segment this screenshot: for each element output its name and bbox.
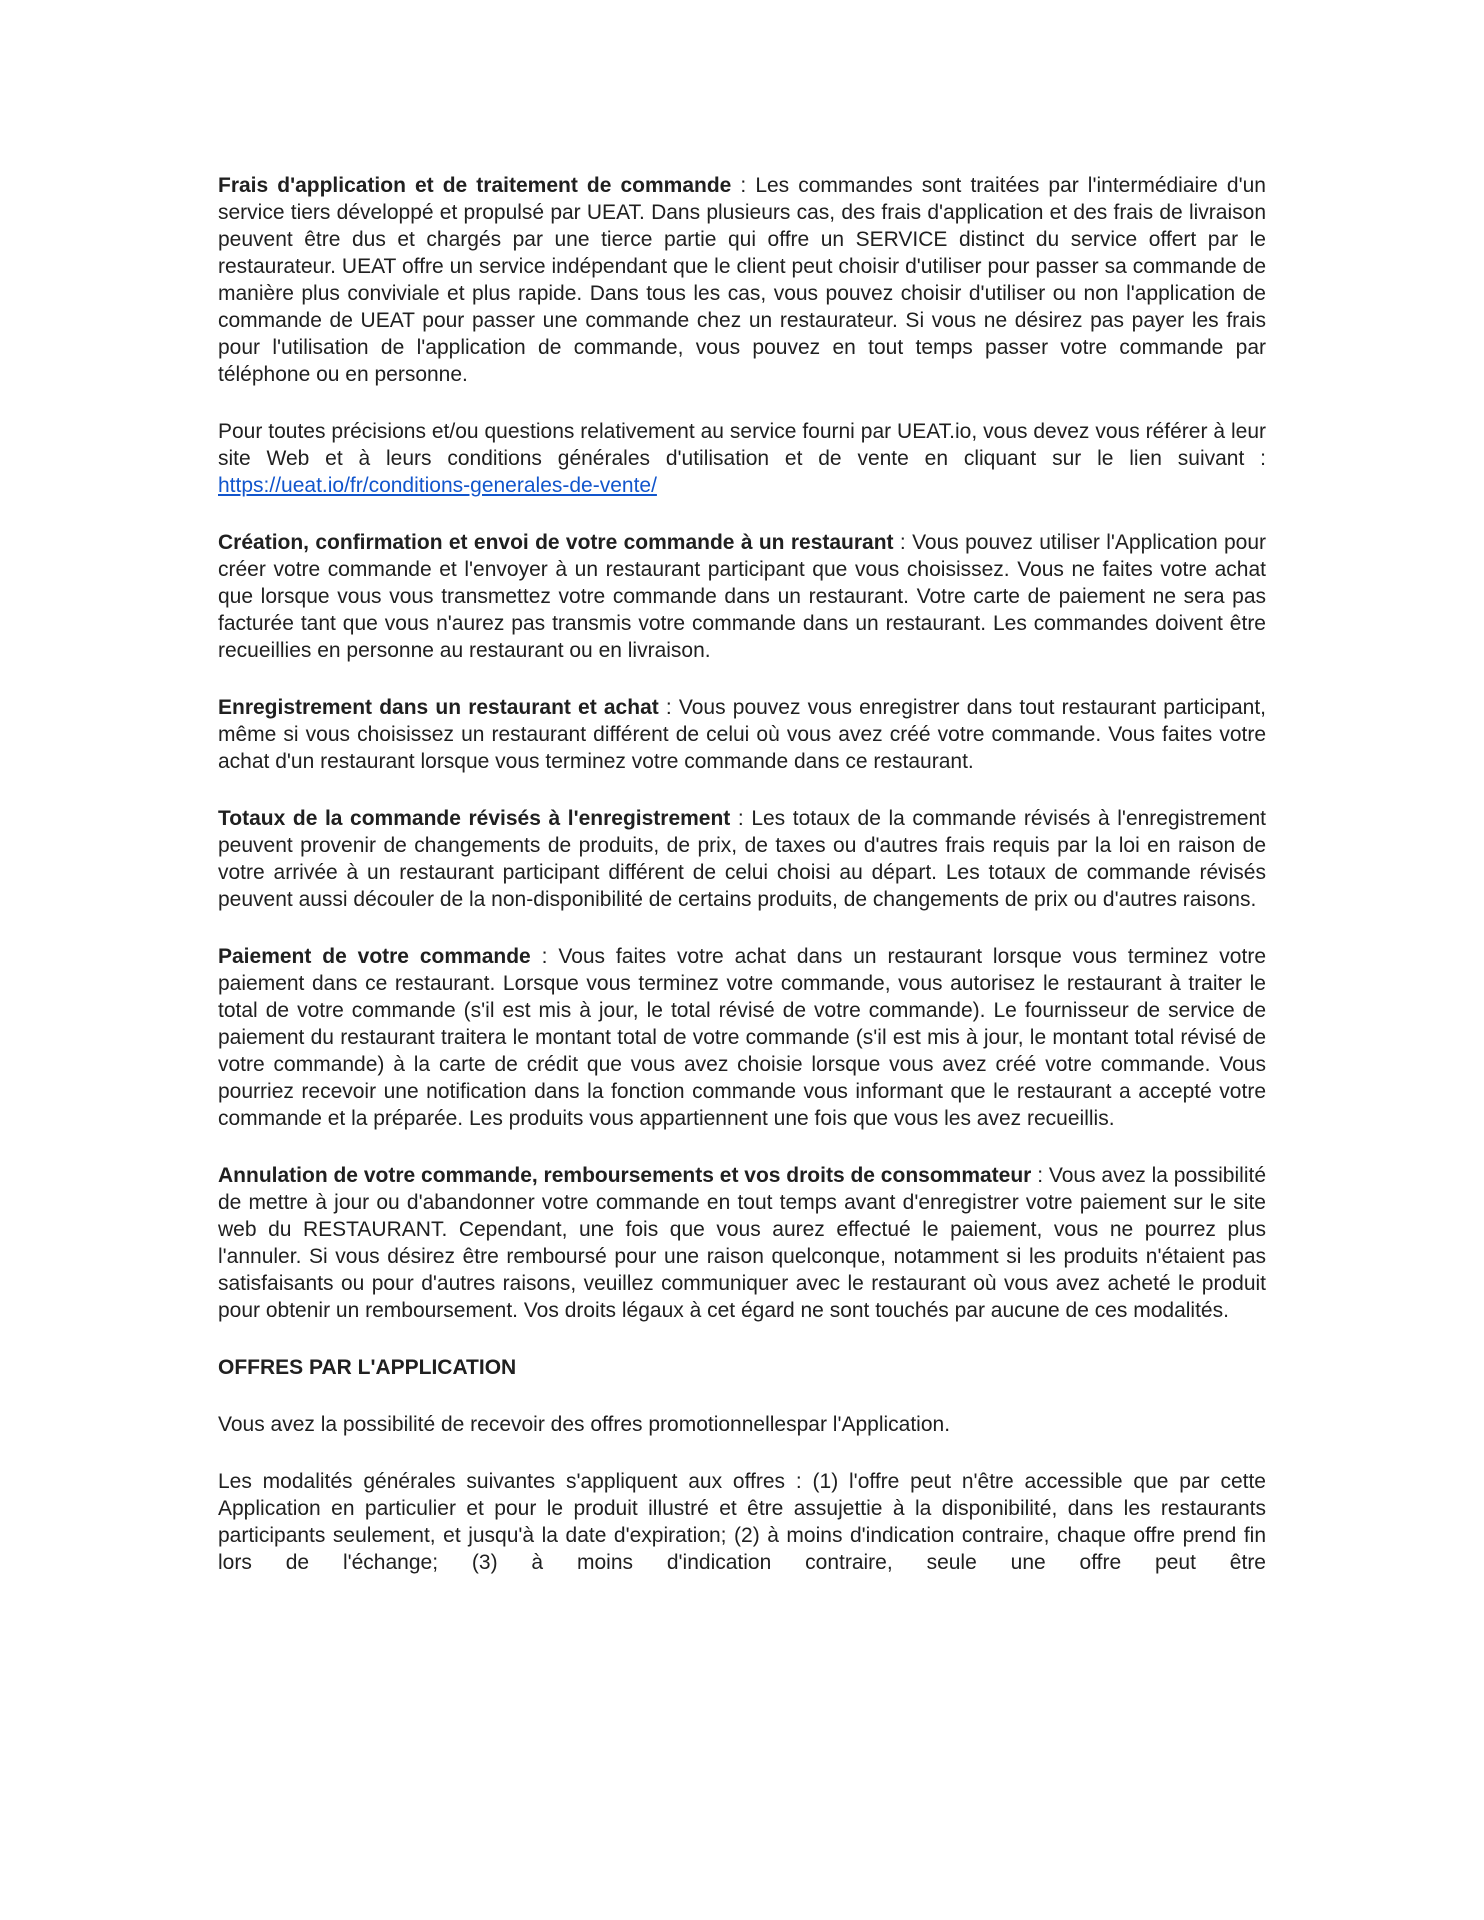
paragraph [218,1468,1266,1576]
paragraph-text: Les modalités générales suivantes s'appliquent aux offres : (1) l'offre peut n'être accessible que par cette Application en particulier et pour le produit illustré et être assujettie à la disponibilité, dans les restaurants participants seulement, et jusqu'à la date d'expiration; (2) à moins d'indication contraire, chaque offre prend fin lors de l'échange; (3) à moins d'indication contraire, seule une offre peut être [218,1470,1266,1574]
paragraph-text: : Les totaux de la commande révisés à l'enregistrement peuvent provenir de changements de produits, de prix, de taxes ou d'autres frais requis par la loi en raison de votre arrivée à un restaurant participant différent de celui choisi au départ. Les totaux de commande révisés peuvent aussi découler de la non-disponibilité de certains produits, de changements de prix ou d'autres raisons. [218,807,1267,911]
paragraph-text: : Vous avez la possibilité de mettre à jour ou d'abandonner votre commande en tout temps avant d'enregistrer votre paiement sur le site web du RESTAURANT. Cependant, une fois que vous aurez effectué le paiement, vous ne pourrez plus l'annuler. Si vous désirez être remboursé pour une raison quelconque, notamment si les produits n'étaient pas satisfaisants ou pour d'autres raisons, veuillez communiquer avec le restaurant où vous avez acheté le produit pour obtenir un remboursement. Vos droits légaux à cet égard ne sont touchés par aucune de ces modalités. [218,1164,1266,1322]
section-heading [218,1354,1266,1381]
paragraph [218,529,1266,664]
paragraph-text: : Vous faites votre achat dans un restaurant lorsque vous terminez votre paiement dans ce restaurant. Lorsque vous terminez votre commande, vous autorisez le restaurant à traiter le total de votre commande (s'il est mis à jour, le total révisé de votre commande). Le fournisseur de service de paiement du restaurant traitera le montant total de votre commande (s'il est mis à jour, le montant total révisé de votre commande) à la carte de crédit que vous avez choisie lorsque vous avez créé votre commande. Vous pourriez recevoir une notification dans la fonction commande vous informant que le restaurant a accepté votre commande et la préparée. Les produits vous appartiennent une fois que vous les avez recueillis. [218,945,1266,1130]
paragraph [218,694,1266,775]
paragraph [218,172,1266,388]
paragraph-lead-bold: Paiement de votre commande [218,945,531,968]
paragraph [218,418,1266,499]
paragraph-text: : Vous pouvez utiliser l'Application pour créer votre commande et l'envoyer à un restaurant participant que vous choisissez. Vous ne faites votre achat que lorsque vous vous transmettez votre commande dans un restaurant. Votre carte de paiement ne sera pas facturée tant que vous n'aurez pas transmis votre commande dans un restaurant. Les commandes doivent être recueillies en personne au restaurant ou en livraison. [218,531,1266,662]
paragraph-text: : Les commandes sont traitées par l'intermédiaire d'un service tiers développé et propulsé par UEAT. Dans plusieurs cas, des frais d'application et des frais de livraison peuvent être dus et chargés par une tierce partie qui offre un SERVICE distinct du service offert par le restaurateur. UEAT offre un service indépendant que le client peut choisir d'utiliser pour passer sa commande de manière plus conviviale et plus rapide. Dans tous les cas, vous pouvez choisir d'utiliser ou non l'application de commande de UEAT pour passer une commande chez un restaurateur. Si vous ne désirez pas payer les frais pour l'utilisation de l'application de commande, vous pouvez en tout temps passer votre commande par téléphone ou en personne. [218,174,1266,386]
paragraph-text: Vous avez la possibilité de recevoir des offres promotionnellespar l'Application. [218,1413,951,1436]
paragraph [218,1162,1266,1324]
paragraph-lead-bold: Totaux de la commande révisés à l'enregistrement [218,807,731,830]
paragraph-lead-bold: Annulation de votre commande, remboursements et vos droits de consommateur [218,1164,1032,1187]
paragraph [218,943,1266,1132]
document-content [218,172,1266,1576]
terms-link[interactable]: https://ueat.io/fr/conditions-generales-de-vente/ [218,474,657,497]
paragraph-lead-bold: Création, confirmation et envoi de votre commande à un restaurant [218,531,894,554]
paragraph-text: OFFRES PAR L'APPLICATION [218,1356,517,1379]
paragraph [218,1411,1266,1438]
paragraph [218,805,1266,913]
paragraph-text: Pour toutes précisions et/ou questions relativement au service fourni par UEAT.io, vous devez vous référer à leur site Web et à leurs conditions générales d'utilisation et de vente en cliquant sur le lien suivant : [218,420,1266,470]
paragraph-lead-bold: Enregistrement dans un restaurant et achat [218,696,659,719]
paragraph-lead-bold: Frais d'application et de traitement de commande [218,174,732,197]
paragraph-text: : Vous pouvez vous enregistrer dans tout restaurant participant, même si vous choisissez un restaurant différent de celui où vous avez créé votre commande. Vous faites votre achat d'un restaurant lorsque vous terminez votre commande dans ce restaurant. [218,696,1267,773]
